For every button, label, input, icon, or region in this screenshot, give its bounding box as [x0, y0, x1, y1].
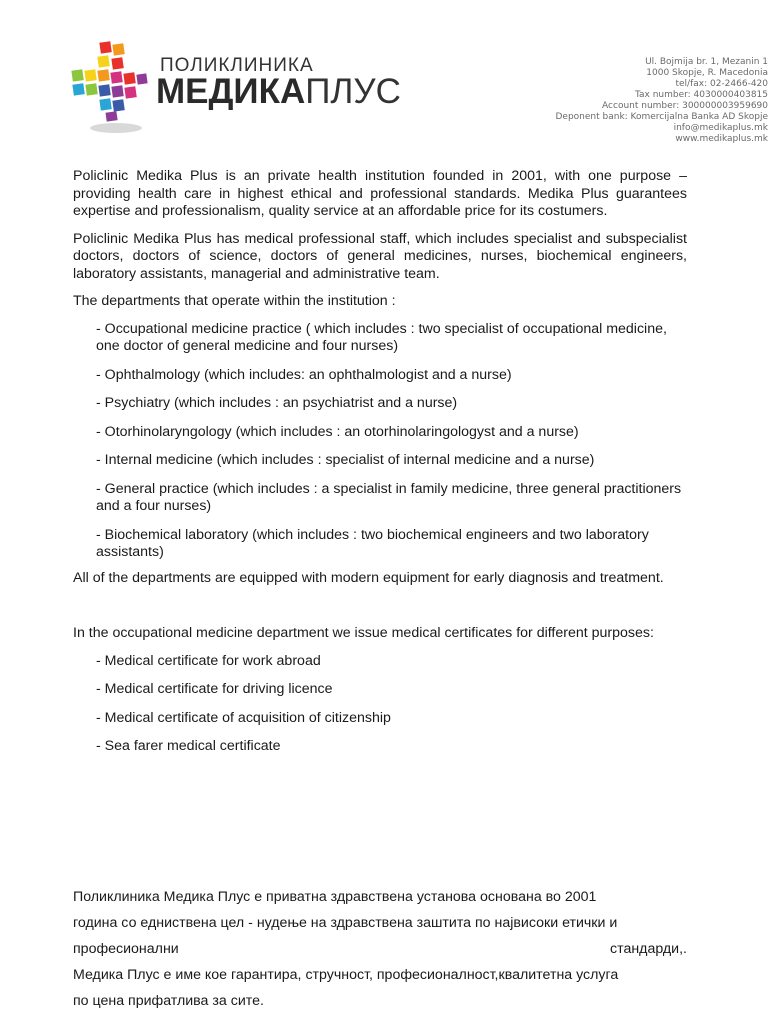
contact-block	[548, 57, 768, 145]
mk-line-end: стандарди,.	[610, 941, 687, 957]
contact-address: Ul. Bojmija br. 1, Mezanin 1	[645, 57, 768, 67]
intro-paragraph: Policlinic Medika Plus is an private health institution founded in 2001, with one purpose – providing health care in highest ethical and professional standards. Medika Plus guarantees expertise and professionalism, quality service at an affordable price for its costumers.	[73, 168, 687, 219]
macedonian-paragraph	[73, 884, 687, 1014]
certificates-list	[73, 653, 687, 756]
brand-subtitle: ПОЛИКЛИНИКА	[160, 55, 314, 76]
letterhead	[0, 0, 768, 160]
contact-tax-number: Tax number: 4030000403815	[634, 90, 768, 100]
equipment-paragraph: All of the departments are equipped with modern equipment for early diagnosis and treatment.	[73, 569, 664, 586]
list-item: - Otorhinolaryngology (which includes : an otorhinolaringologyst and a nurse)	[96, 423, 579, 440]
contact-account-number: Account number: 300000003959690	[602, 101, 768, 111]
mk-line: Медика Плус е име кое гарантира, стручност, професионалност,квалитетна услуга	[73, 967, 619, 983]
contact-website[interactable]: www.medikaplus.mk	[675, 134, 768, 144]
list-item: - Internal medicine (which includes : specialist of internal medicine and a nurse)	[96, 452, 595, 468]
document-body	[73, 168, 687, 767]
list-item: - Ophthalmology (which includes: an ophthalmologist and a nurse)	[96, 366, 512, 383]
mk-line: Поликлиника Медика Плус е приватна здравствена установа основана во 2001	[73, 889, 597, 905]
list-item: - Biochemical laboratory (which includes : two biochemical engineers and two laboratory assistants)	[96, 526, 649, 560]
contact-city: 1000 Skopje, R. Macedonia	[646, 68, 768, 78]
mk-line	[73, 936, 687, 962]
list-item: - Occupational medicine practice ( which includes : two specialist of occupational medicine, one doctor of general medicine and four nurses)	[96, 320, 667, 354]
certificates-heading: In the occupational medicine department we issue medical certificates for different purposes:	[73, 625, 654, 641]
brand-name-light: ПЛУС	[305, 72, 401, 111]
list-item: - Medical certificate of acquisition of citizenship	[96, 709, 391, 726]
list-item: - General practice (which includes : a specialist in family medicine, three general practitioners and a four nurses)	[96, 480, 682, 514]
brand-name-bold: МЕДИКА	[156, 72, 306, 111]
mk-line: година со едниствена цел - нудење на здравствена заштита по највисоки етички и	[73, 915, 618, 931]
departments-heading: The departments that operate within the institution :	[73, 293, 396, 309]
contact-bank: Deponent bank: Komercijalna Banka AD Skopje	[555, 112, 768, 122]
mk-line: по цена прифатлива за сите.	[73, 993, 264, 1009]
contact-telfax: tel/fax: 02-2466-420	[675, 79, 768, 89]
brand-name	[156, 72, 401, 112]
contact-email[interactable]: info@medikaplus.mk	[673, 123, 768, 133]
list-item: - Sea farer medical certificate	[96, 738, 281, 754]
medika-plus-logo-icon	[70, 40, 150, 136]
list-item: - Psychiatry (which includes : an psychiatrist and a nurse)	[96, 395, 458, 411]
list-item: - Medical certificate for work abroad	[96, 652, 321, 669]
staff-paragraph: Policlinic Medika Plus has medical professional staff, which includes specialist and subspecialist doctors, doctors of science, doctors of general medicines, nurses, biochemical engineers, laboratory assistants, managerial and administrative team.	[73, 230, 687, 282]
mk-line-start: професионални	[73, 941, 179, 957]
list-item: - Medical certificate for driving licence	[96, 681, 333, 697]
departments-list	[73, 321, 687, 562]
